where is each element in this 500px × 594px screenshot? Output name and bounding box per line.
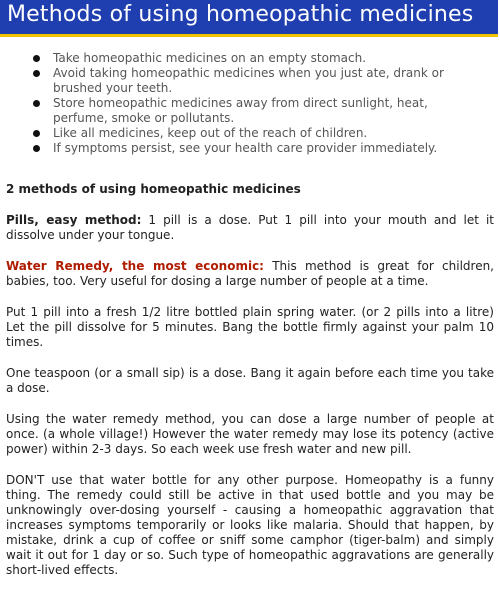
- bullet-icon: [33, 145, 40, 152]
- bullet-icon: [33, 130, 40, 137]
- water-remedy-paragraph: [6, 259, 494, 289]
- list-item: [33, 51, 473, 66]
- tips-list: [33, 51, 473, 156]
- list-item: [33, 96, 473, 126]
- page-title: Methods of using homeopathic medicines: [7, 2, 474, 27]
- tip-text: Store homeopathic medicines away from direct sunlight, heat, perfume, smoke or pollutants.: [53, 96, 428, 125]
- water-remedy-label: Water Remedy, the most economic:: [6, 259, 264, 273]
- section-heading: 2 methods of using homeopathic medicines: [6, 182, 301, 196]
- list-item: [33, 66, 473, 96]
- pills-method-text: 1 pill is a dose. Put 1 pill into your mouth and let it dissolve under your tongue.: [6, 213, 494, 242]
- list-item: [33, 126, 473, 141]
- methods-section: [6, 182, 494, 594]
- pills-method-paragraph: [6, 213, 494, 243]
- bullet-icon: [33, 100, 40, 107]
- body-paragraph: Using the water remedy method, you can dose a large number of people at once. (a whole village!) However the water remedy may lose its potency (active power) within 2-3 days. So each week use fresh water and new pill.: [6, 412, 494, 456]
- tip-text: Avoid taking homeopathic medicines when you just ate, drank or brushed your teeth.: [53, 66, 444, 95]
- body-paragraph: DON'T use that water bottle for any other purpose. Homeopathy is a funny thing. The remedy could still be active in that used bottle and you may be unknowingly over-dosing yourself - causing a homeopathic aggravation that increases symptoms temporarily or looks like malaria. Should that happen, by mistake, drink a cup of coffee or sniff some camphor (tiger-balm) and simply wait it out for 1 day or so. Such type of homeopathic aggravations are generally short-lived effects.: [6, 473, 494, 577]
- list-item: [33, 141, 473, 156]
- water-remedy-text: This method is great for children, babies, too. Very useful for dosing a large number of people at a time.: [6, 259, 494, 288]
- bullet-icon: [33, 55, 40, 62]
- body-paragraph: One teaspoon (or a small sip) is a dose. Bang it again before each time you take a dose.: [6, 366, 494, 395]
- body-paragraph: Put 1 pill into a fresh 1/2 litre bottled plain spring water. (or 2 pills into a litre) Let the pill dissolve for 5 minutes. Bang the bottle firmly against your palm 10 times.: [6, 305, 494, 349]
- pills-method-label: Pills, easy method:: [6, 213, 142, 227]
- tip-text: Like all medicines, keep out of the reach of children.: [53, 126, 368, 140]
- title-bar: [0, 0, 498, 37]
- bullet-icon: [33, 70, 40, 77]
- tip-text: Take homeopathic medicines on an empty stomach.: [53, 51, 367, 65]
- tip-text: If symptoms persist, see your health care provider immediately.: [53, 141, 438, 155]
